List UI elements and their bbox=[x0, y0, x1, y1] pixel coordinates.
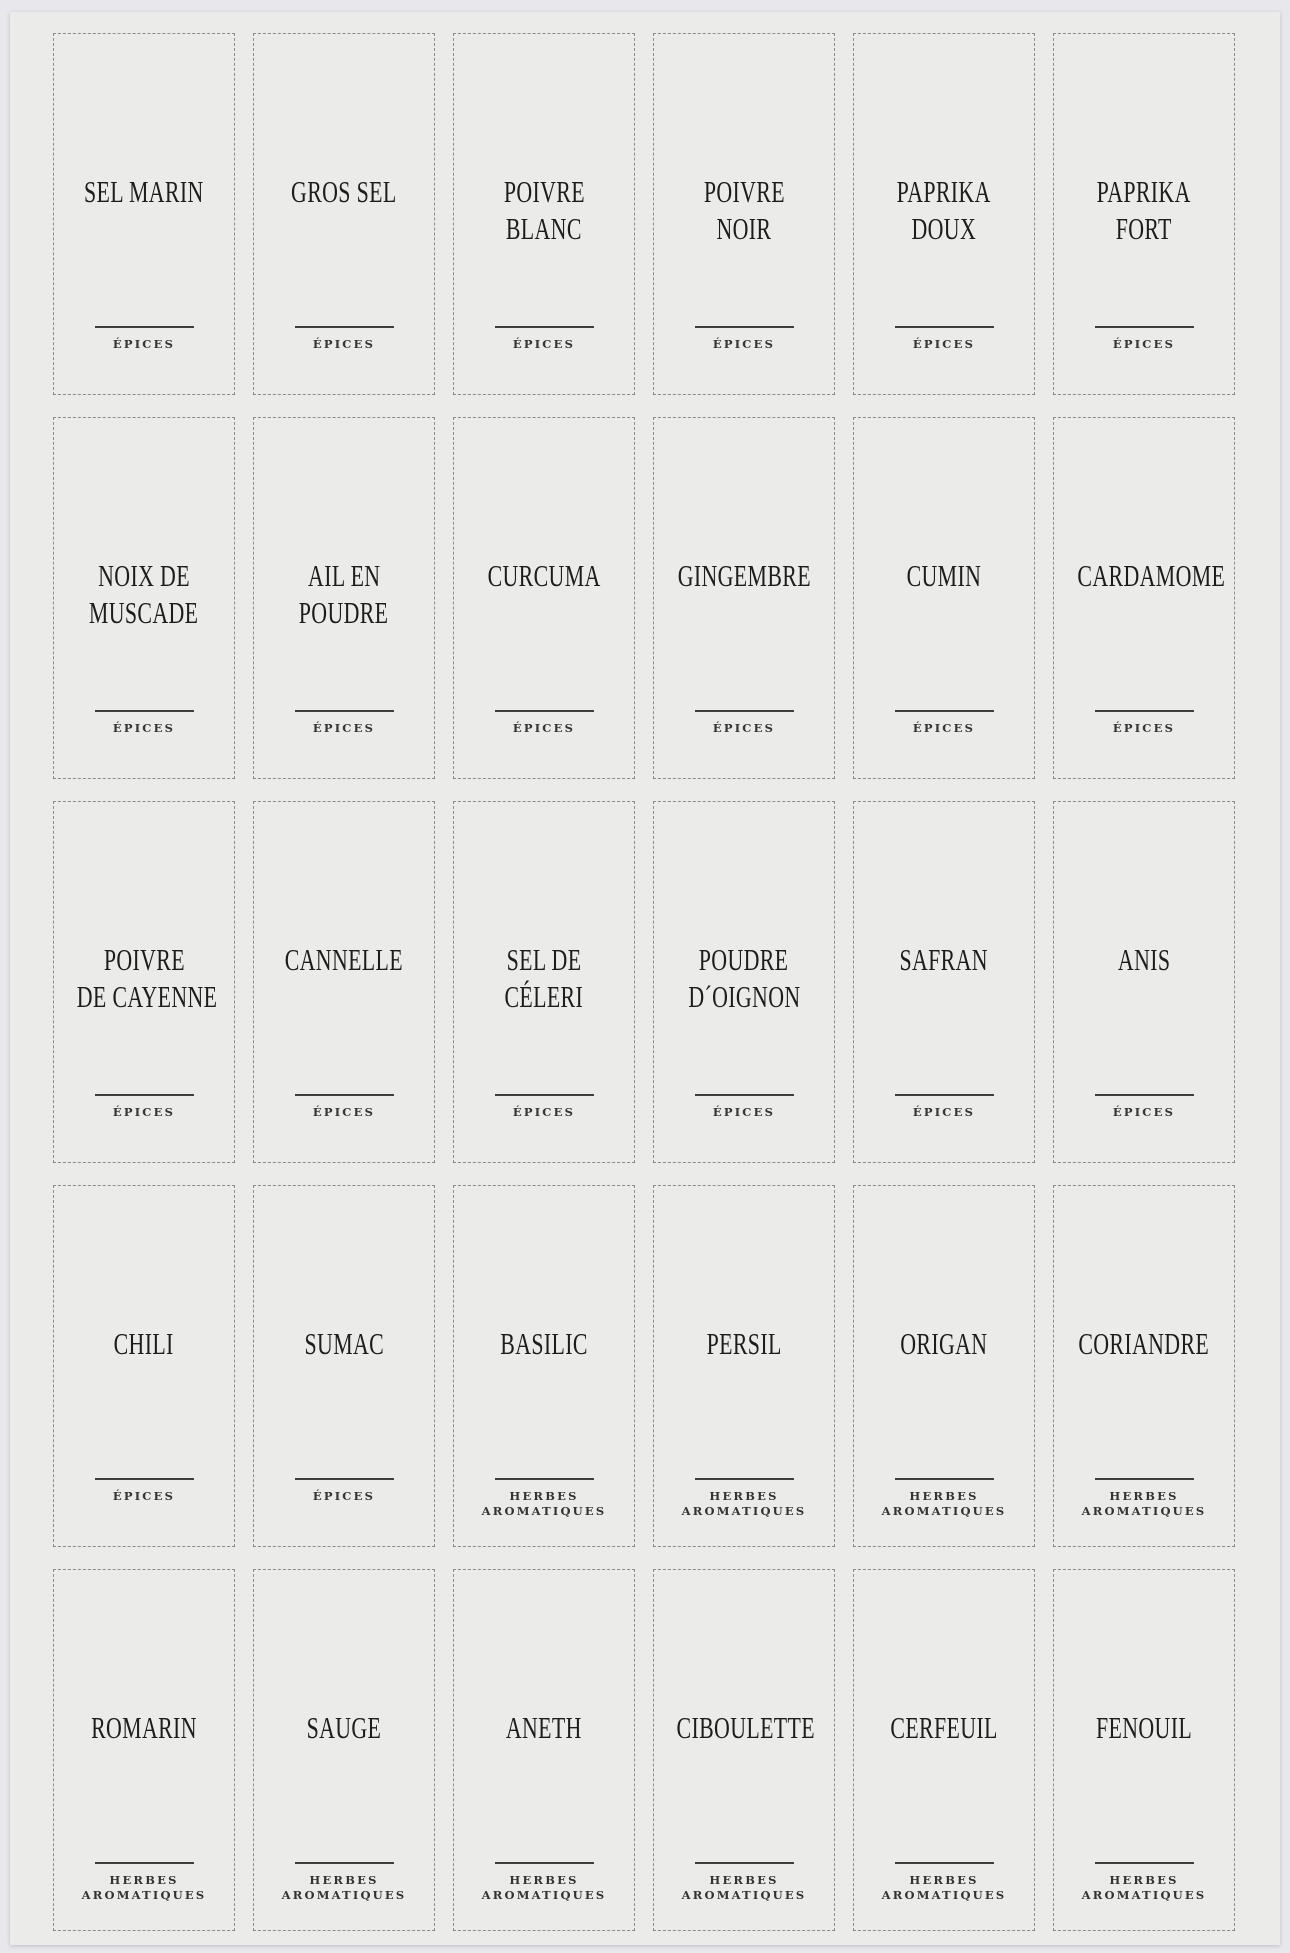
spice-label-card bbox=[653, 1185, 835, 1547]
spice-name-line: CORIANDRE bbox=[1078, 1326, 1210, 1361]
spice-name-line: DE CAYENNE bbox=[76, 979, 218, 1014]
spice-name bbox=[648, 173, 840, 247]
category-label bbox=[654, 1105, 834, 1120]
spice-name bbox=[448, 1709, 640, 1746]
category-line: AROMATIQUES bbox=[481, 1888, 607, 1902]
category-line: HERBES bbox=[909, 1873, 979, 1887]
category-label bbox=[1054, 1489, 1234, 1519]
spice-name-line: CERFEUIL bbox=[890, 1710, 998, 1745]
category-line: ÉPICES bbox=[512, 721, 576, 735]
divider-line bbox=[295, 1094, 394, 1096]
category-line: ÉPICES bbox=[312, 337, 376, 351]
divider-line bbox=[695, 326, 794, 328]
spice-name-line: AIL EN bbox=[307, 558, 381, 593]
spice-label-card bbox=[853, 1569, 1035, 1931]
spice-name-line: PAPRIKA bbox=[896, 174, 992, 209]
category-label bbox=[254, 1489, 434, 1504]
category-label bbox=[454, 337, 634, 352]
category-line: ÉPICES bbox=[712, 1105, 776, 1119]
divider-line bbox=[1095, 1094, 1194, 1096]
spice-name-line: SAFRAN bbox=[899, 942, 989, 977]
spice-name-line: CURCUMA bbox=[487, 558, 601, 593]
category-line: ÉPICES bbox=[112, 1105, 176, 1119]
divider-line bbox=[495, 326, 594, 328]
spice-label-card bbox=[53, 1185, 235, 1547]
spice-name-line: BASILIC bbox=[500, 1326, 588, 1361]
category-label bbox=[454, 1105, 634, 1120]
spice-name bbox=[648, 1709, 840, 1746]
category-label bbox=[654, 1489, 834, 1519]
category-line: ÉPICES bbox=[512, 1105, 576, 1119]
spice-name bbox=[848, 173, 1040, 247]
category-label bbox=[854, 1489, 1034, 1519]
category-line: ÉPICES bbox=[912, 1105, 976, 1119]
spice-name bbox=[848, 557, 1040, 594]
divider-line bbox=[695, 710, 794, 712]
spice-name-line: PERSIL bbox=[706, 1326, 782, 1361]
category-line: HERBES bbox=[709, 1873, 779, 1887]
spice-label-card bbox=[1053, 1569, 1235, 1931]
divider-line bbox=[495, 1478, 594, 1480]
category-label bbox=[54, 1489, 234, 1504]
category-label bbox=[454, 721, 634, 736]
spice-name bbox=[248, 1709, 440, 1746]
spice-label-card bbox=[853, 1185, 1035, 1547]
spice-name bbox=[248, 557, 440, 631]
category-label bbox=[654, 1873, 834, 1903]
category-label bbox=[854, 1105, 1034, 1120]
divider-line bbox=[1095, 1478, 1194, 1480]
category-line: HERBES bbox=[909, 1489, 979, 1503]
spice-name bbox=[448, 557, 640, 594]
spice-label-card bbox=[253, 801, 435, 1163]
divider-line bbox=[1095, 326, 1194, 328]
spice-name bbox=[448, 173, 640, 247]
category-line: ÉPICES bbox=[312, 1489, 376, 1503]
spice-name bbox=[648, 1325, 840, 1362]
category-label bbox=[654, 337, 834, 352]
spice-name bbox=[448, 1325, 640, 1362]
category-line: AROMATIQUES bbox=[1081, 1888, 1207, 1902]
spice-label-card bbox=[1053, 801, 1235, 1163]
spice-name bbox=[848, 941, 1040, 978]
category-line: AROMATIQUES bbox=[481, 1504, 607, 1518]
spice-label-card bbox=[853, 801, 1035, 1163]
spice-name bbox=[248, 173, 440, 210]
category-label bbox=[254, 1873, 434, 1903]
spice-label-card bbox=[453, 33, 635, 395]
divider-line bbox=[495, 710, 594, 712]
spice-name-line: POIVRE bbox=[103, 942, 185, 977]
spice-name-line: SAUGE bbox=[306, 1710, 382, 1745]
category-label bbox=[454, 1489, 634, 1519]
spice-label-card bbox=[53, 33, 235, 395]
spice-name bbox=[848, 1709, 1040, 1746]
spice-name-line: SUMAC bbox=[304, 1326, 384, 1361]
divider-line bbox=[295, 1862, 394, 1864]
spice-name-line: CANNELLE bbox=[284, 942, 404, 977]
category-label bbox=[854, 337, 1034, 352]
spice-name-line: POIVRE bbox=[703, 174, 785, 209]
divider-line bbox=[95, 1862, 194, 1864]
category-line: ÉPICES bbox=[1112, 1105, 1176, 1119]
category-label bbox=[454, 1873, 634, 1903]
category-label bbox=[54, 1105, 234, 1120]
spice-name-line: FENOUIL bbox=[1095, 1710, 1193, 1745]
label-grid bbox=[53, 33, 1235, 1931]
category-label bbox=[854, 721, 1034, 736]
category-line: ÉPICES bbox=[512, 337, 576, 351]
divider-line bbox=[295, 710, 394, 712]
category-line: AROMATIQUES bbox=[681, 1888, 807, 1902]
spice-name-line: CARDAMOME bbox=[1077, 558, 1226, 593]
spice-name bbox=[48, 1709, 240, 1746]
spice-label-card bbox=[1053, 417, 1235, 779]
category-line: HERBES bbox=[509, 1489, 579, 1503]
divider-line bbox=[295, 1478, 394, 1480]
category-line: ÉPICES bbox=[912, 721, 976, 735]
divider-line bbox=[95, 710, 194, 712]
divider-line bbox=[695, 1094, 794, 1096]
spice-label-card bbox=[453, 1569, 635, 1931]
category-line: ÉPICES bbox=[1112, 337, 1176, 351]
divider-line bbox=[1095, 1862, 1194, 1864]
category-label bbox=[254, 1105, 434, 1120]
spice-name-line: GROS SEL bbox=[291, 174, 397, 209]
divider-line bbox=[495, 1862, 594, 1864]
spice-name-line: CUMIN bbox=[906, 558, 982, 593]
category-line: ÉPICES bbox=[112, 721, 176, 735]
spice-label-card bbox=[453, 417, 635, 779]
divider-line bbox=[95, 326, 194, 328]
spice-name bbox=[1048, 173, 1240, 247]
spice-name bbox=[848, 1325, 1040, 1362]
category-line: ÉPICES bbox=[312, 1105, 376, 1119]
spice-name-line: ANETH bbox=[506, 1710, 582, 1745]
spice-name bbox=[1048, 941, 1240, 978]
category-line: HERBES bbox=[309, 1873, 379, 1887]
divider-line bbox=[895, 1862, 994, 1864]
category-line: AROMATIQUES bbox=[881, 1504, 1007, 1518]
spice-name-line: ROMARIN bbox=[91, 1710, 197, 1745]
spice-label-card bbox=[1053, 33, 1235, 395]
category-line: AROMATIQUES bbox=[81, 1888, 207, 1902]
divider-line bbox=[495, 1094, 594, 1096]
category-line: HERBES bbox=[709, 1489, 779, 1503]
spice-name-line: MUSCADE bbox=[89, 595, 199, 630]
spice-label-card bbox=[653, 33, 835, 395]
spice-name-line: GINGEMBRE bbox=[677, 558, 811, 593]
spice-label-card bbox=[1053, 1185, 1235, 1547]
spice-name-line: POIVRE bbox=[503, 174, 585, 209]
spice-name-line: ORIGAN bbox=[900, 1326, 988, 1361]
category-line: ÉPICES bbox=[712, 721, 776, 735]
spice-name bbox=[1048, 1325, 1240, 1362]
divider-line bbox=[895, 1478, 994, 1480]
category-line: HERBES bbox=[1109, 1489, 1179, 1503]
spice-name-line: SEL MARIN bbox=[84, 174, 204, 209]
divider-line bbox=[895, 1094, 994, 1096]
category-line: ÉPICES bbox=[912, 337, 976, 351]
spice-name bbox=[648, 557, 840, 594]
spice-label-card bbox=[653, 417, 835, 779]
spice-name-line: SEL DE bbox=[506, 942, 582, 977]
spice-name-line: FORT bbox=[1115, 211, 1173, 246]
category-line: HERBES bbox=[1109, 1873, 1179, 1887]
spice-name bbox=[48, 557, 240, 631]
divider-line bbox=[895, 326, 994, 328]
spice-name-line: D´OIGNON bbox=[687, 979, 801, 1014]
spice-name-line: ANIS bbox=[1117, 942, 1171, 977]
spice-label-card bbox=[253, 417, 435, 779]
category-label bbox=[54, 721, 234, 736]
spice-name bbox=[48, 173, 240, 210]
divider-line bbox=[1095, 710, 1194, 712]
spice-name bbox=[248, 941, 440, 978]
spice-name bbox=[1048, 557, 1240, 594]
spice-label-card bbox=[853, 417, 1035, 779]
category-line: ÉPICES bbox=[712, 337, 776, 351]
category-line: ÉPICES bbox=[312, 721, 376, 735]
category-label bbox=[254, 337, 434, 352]
category-label bbox=[654, 721, 834, 736]
label-sheet bbox=[10, 12, 1280, 1945]
spice-name-line: CIBOULETTE bbox=[676, 1710, 815, 1745]
spice-name bbox=[48, 941, 240, 1015]
category-line: HERBES bbox=[509, 1873, 579, 1887]
category-label bbox=[1054, 337, 1234, 352]
spice-name bbox=[1048, 1709, 1240, 1746]
spice-label-card bbox=[53, 801, 235, 1163]
divider-line bbox=[695, 1862, 794, 1864]
category-label bbox=[1054, 1873, 1234, 1903]
spice-name bbox=[248, 1325, 440, 1362]
category-label bbox=[54, 337, 234, 352]
category-line: AROMATIQUES bbox=[1081, 1504, 1207, 1518]
spice-label-card bbox=[453, 1185, 635, 1547]
category-label bbox=[854, 1873, 1034, 1903]
spice-name-line: CHILI bbox=[113, 1326, 175, 1361]
category-line: AROMATIQUES bbox=[681, 1504, 807, 1518]
spice-label-card bbox=[853, 33, 1035, 395]
category-line: ÉPICES bbox=[112, 1489, 176, 1503]
divider-line bbox=[95, 1478, 194, 1480]
spice-label-card bbox=[253, 33, 435, 395]
category-label bbox=[254, 721, 434, 736]
spice-label-card bbox=[53, 1569, 235, 1931]
divider-line bbox=[95, 1094, 194, 1096]
spice-name bbox=[48, 1325, 240, 1362]
spice-label-card bbox=[453, 801, 635, 1163]
category-label bbox=[54, 1873, 234, 1903]
spice-name-line: NOIX DE bbox=[98, 558, 190, 593]
category-line: ÉPICES bbox=[1112, 721, 1176, 735]
spice-name-line: PAPRIKA bbox=[1096, 174, 1192, 209]
spice-name-line: DOUX bbox=[911, 211, 977, 246]
spice-label-card bbox=[53, 417, 235, 779]
spice-name-line: NOIR bbox=[716, 211, 772, 246]
divider-line bbox=[895, 710, 994, 712]
category-label bbox=[1054, 721, 1234, 736]
spice-name-line: POUDRE bbox=[299, 595, 389, 630]
divider-line bbox=[295, 326, 394, 328]
spice-name bbox=[448, 941, 640, 1015]
divider-line bbox=[695, 1478, 794, 1480]
spice-label-card bbox=[653, 801, 835, 1163]
spice-label-card bbox=[653, 1569, 835, 1931]
spice-label-card bbox=[253, 1185, 435, 1547]
spice-name-line: CÉLERI bbox=[504, 979, 584, 1014]
category-line: HERBES bbox=[109, 1873, 179, 1887]
category-line: ÉPICES bbox=[112, 337, 176, 351]
category-label bbox=[1054, 1105, 1234, 1120]
spice-label-card bbox=[253, 1569, 435, 1931]
category-line: AROMATIQUES bbox=[281, 1888, 407, 1902]
spice-name-line: BLANC bbox=[506, 211, 582, 246]
spice-name bbox=[648, 941, 840, 1015]
spice-name-line: POUDRE bbox=[699, 942, 789, 977]
category-line: AROMATIQUES bbox=[881, 1888, 1007, 1902]
